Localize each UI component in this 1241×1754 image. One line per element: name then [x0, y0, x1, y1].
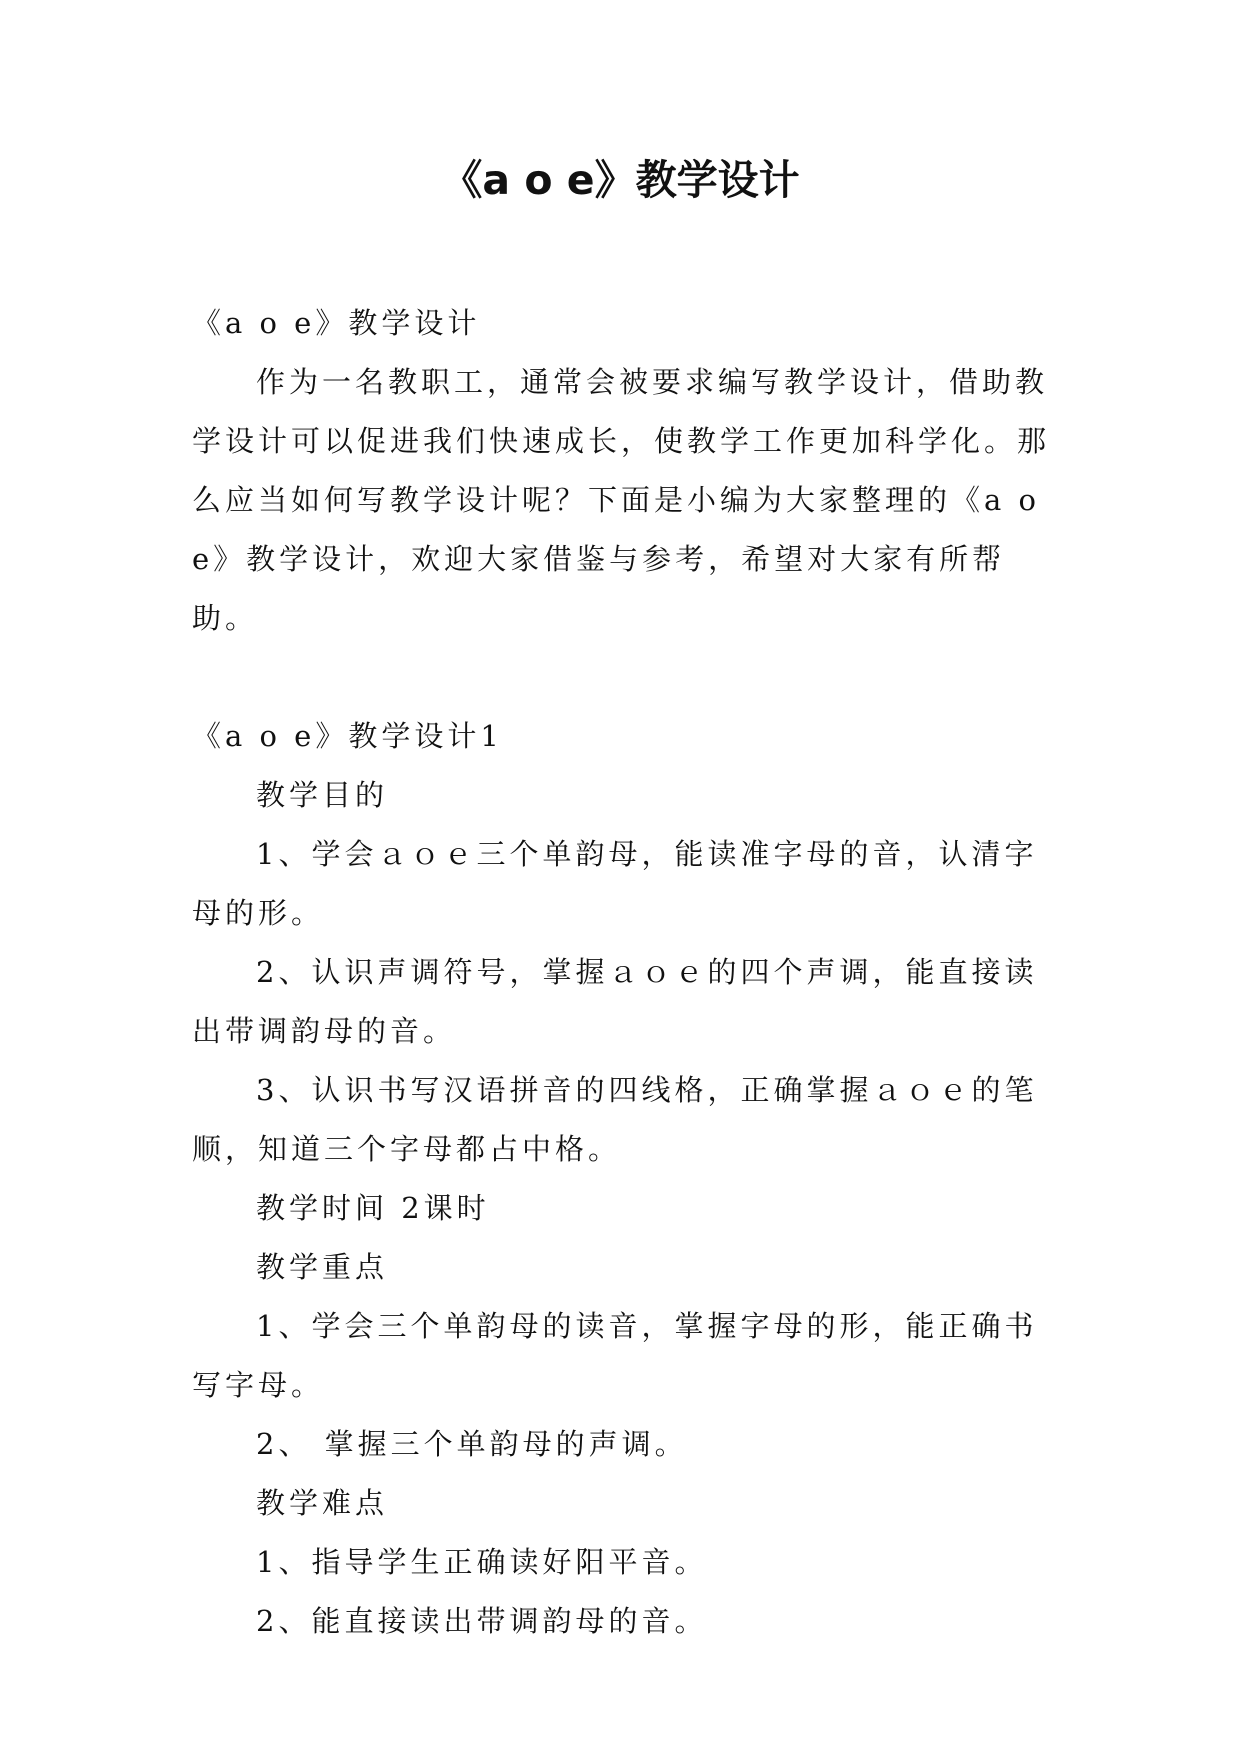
goal-item-1: 1、学会ａｏｅ三个单韵母，能读准字母的音，认清字母的形。 [192, 837, 1038, 930]
difficulty-item-1: 1、指导学生正确读好阳平音。 [256, 1545, 708, 1579]
document-title: 《a o e》教学设计 [441, 156, 800, 204]
section-spacer [192, 648, 1060, 707]
teaching-time: 教学时间 2课时 [256, 1191, 490, 1225]
goals-heading: 教学目的 [256, 778, 389, 812]
goal-item-2: 2、认识声调符号，掌握ａｏｅ的四个声调，能直接读出带调韵母的音。 [192, 955, 1038, 1048]
intro-paragraph: 作为一名教职工，通常会被要求编写教学设计，借助教学设计可以促进我们快速成长，使教学工作更加科学化。那么应当如何写教学设计呢？下面是小编为大家整理的《a o e》教学设计，欢迎大家借鉴与参考，希望对大家有所帮助。 [192, 365, 1051, 635]
goal-item-3: 3、认识书写汉语拼音的四线格，正确掌握ａｏｅ的笔顺，知道三个字母都占中格。 [192, 1073, 1038, 1166]
difficulty-item-2: 2、能直接读出带调韵母的音。 [256, 1604, 708, 1638]
key-point-item-2: 2、 掌握三个单韵母的声调。 [256, 1427, 688, 1461]
key-points-heading: 教学重点 [256, 1250, 389, 1284]
difficulties-heading: 教学难点 [256, 1486, 389, 1520]
key-point-item-1: 1、学会三个单韵母的读音，掌握字母的形，能正确书写字母。 [192, 1309, 1038, 1402]
document-body [192, 294, 1060, 1651]
section-heading: 《a o e》教学设计1 [192, 719, 503, 753]
intro-heading: 《a o e》教学设计 [192, 306, 481, 340]
